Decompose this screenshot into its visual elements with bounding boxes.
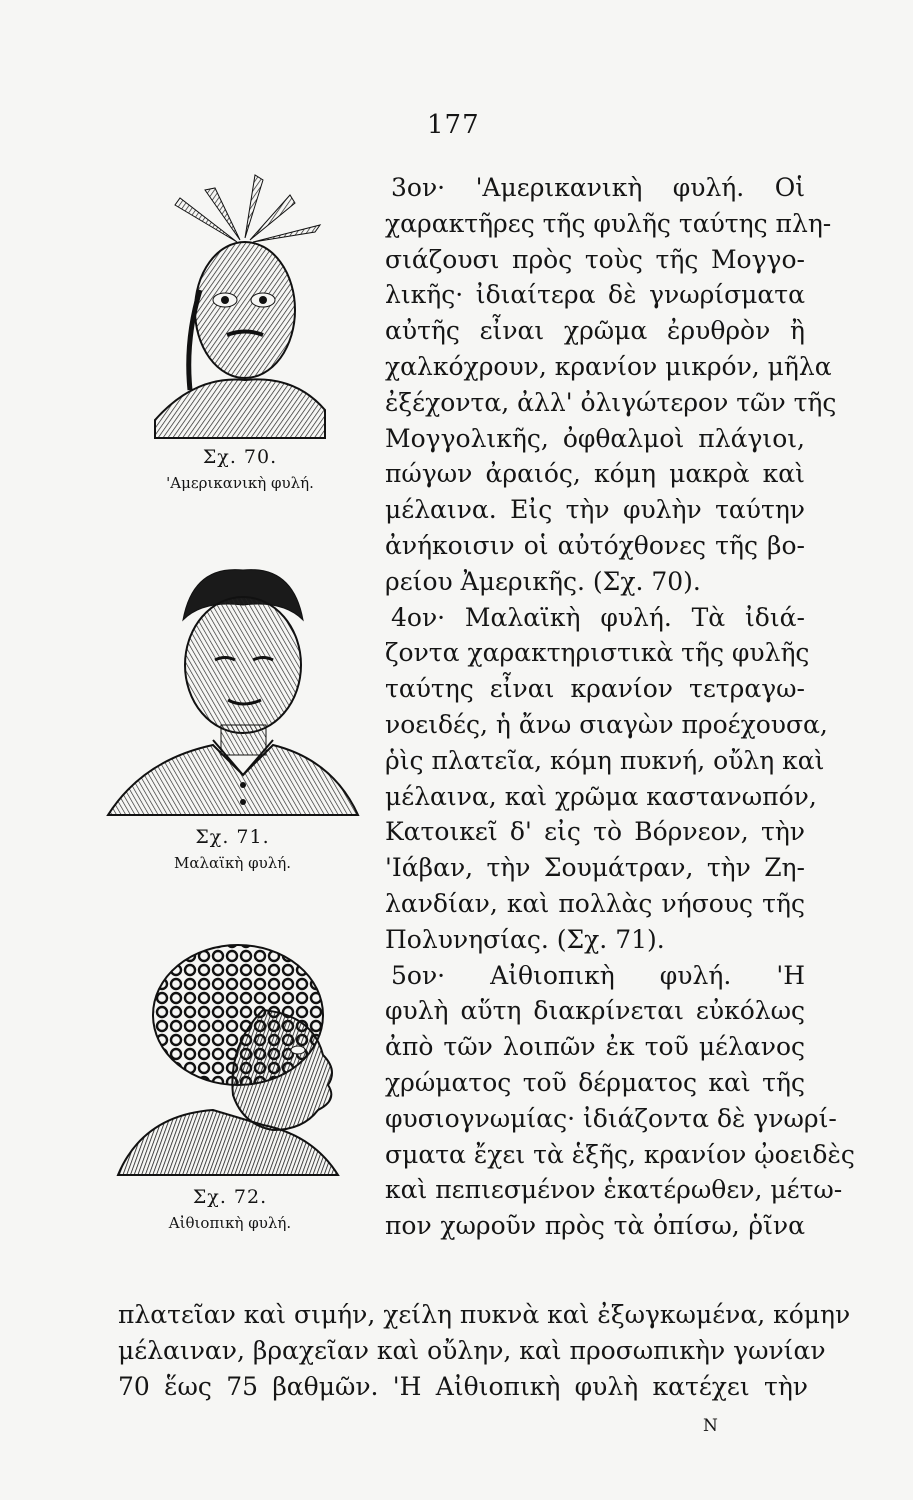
text-line: Μογγολικῆς, ὀφθαλμοὶ πλάγιοι, bbox=[385, 423, 805, 453]
text-line: 'Ιάβαν, τὴν Σουμάτραν, τὴν Ζη- bbox=[385, 853, 805, 883]
text-line: μέλαινα. Εἰς τὴν φυλὴν ταύτην bbox=[385, 495, 805, 525]
text-line: Κατοικεῖ δ' εἰς τὸ Βόρνεον, τὴν bbox=[385, 817, 805, 847]
figure-70 bbox=[140, 170, 340, 492]
text-line: ζοντα χαρακτηριστικὰ τῆς φυλῆς bbox=[385, 638, 810, 668]
figure-caption: Αἰθιοπικὴ φυλή. bbox=[168, 1214, 292, 1232]
text-line: φυσιογνωμίας· ἰδιάζοντα δὲ γνωρί- bbox=[385, 1103, 837, 1133]
text-line: φυλὴ αὕτη διακρίνεται εὐκόλως bbox=[385, 996, 805, 1026]
text-line: ἐξέχοντα, ἀλλ' ὀλιγώτερον τῶν τῆς bbox=[385, 387, 837, 417]
text-line: ἀνήκοισιν οἱ αὐτόχθονες τῆς βο- bbox=[385, 530, 805, 560]
text-line: 4ον· Μαλαϊκὴ φυλή. Τὰ ἰδιά- bbox=[391, 602, 805, 632]
figure-number: Σχ. 70. bbox=[202, 446, 278, 468]
text-line: ταύτης εἶναι κρανίον τετραγω- bbox=[385, 674, 805, 704]
text-line: μέλαινα, καὶ χρῶμα καστανωπόν, bbox=[385, 781, 817, 811]
text-line: λικῆς· ἰδιαίτερα δὲ γνωρίσματα bbox=[385, 280, 805, 310]
text-line: ρείου Ἀμερικῆς. (Σχ. 70). bbox=[385, 566, 701, 596]
page-number: 177 bbox=[427, 110, 480, 140]
text-line: χαρακτῆρες τῆς φυλῆς ταύτης πλη- bbox=[385, 208, 832, 238]
text-line: πλατεῖαν καὶ σιμήν, χείλη πυκνὰ καὶ ἐξωγκωμένα, κόμην bbox=[118, 1300, 851, 1329]
text-line: 3ον· 'Αμερικανικὴ φυλή. Οἱ bbox=[391, 173, 805, 202]
text-line: ἀπὸ τῶν λοιπῶν ἐκ τοῦ μέλανος bbox=[385, 1032, 805, 1062]
text-line: Πολυνησίας. (Σχ. 71). bbox=[385, 924, 665, 954]
text-line: νοειδές, ἡ ἄνω σιαγὼν προέχουσα, bbox=[385, 709, 828, 739]
figure-number: Σχ. 72. bbox=[192, 1186, 268, 1208]
malay-man-engraving bbox=[103, 560, 363, 820]
text-line: αὐτῆς εἶναι χρῶμα ἐρυθρὸν ἢ bbox=[385, 316, 805, 346]
text-line: 5ον· Αἰθιοπικὴ φυλή. 'Η bbox=[391, 960, 805, 990]
text-line: 70 ἕως 75 βαθμῶν. 'Η Αἰθιοπικὴ φυλὴ κατέχει τὴν bbox=[118, 1371, 808, 1401]
text-line: χρώματος τοῦ δέρματος καὶ τῆς bbox=[385, 1067, 805, 1097]
main-text-column bbox=[385, 170, 855, 1244]
text-line: χαλκόχρουν, κρανίον μικρόν, μῆλα bbox=[385, 351, 832, 381]
signature-mark: N bbox=[703, 1416, 718, 1436]
text-line: μέλαιναν, βραχεῖαν καὶ οὔλην, καὶ προσωπικὴν γωνίαν bbox=[118, 1335, 826, 1365]
text-line: λανδίαν, καὶ πολλὰς νήσους τῆς bbox=[385, 888, 805, 918]
figure-72 bbox=[110, 935, 350, 1232]
text-line: πώγων ἀραιός, κόμη μακρὰ καὶ bbox=[385, 459, 805, 489]
text-line: σματα ἔχει τὰ ἑξῆς, κρανίον ᾠοειδὲς bbox=[385, 1139, 855, 1169]
full-width-text bbox=[118, 1297, 851, 1404]
text-line: ῥὶς πλατεῖα, κόμη πυκνή, οὔλη καὶ bbox=[385, 745, 825, 775]
american-man-engraving bbox=[145, 170, 335, 440]
figure-caption: 'Αμερικανικὴ φυλή. bbox=[166, 474, 314, 492]
text-line: πον χωροῦν πρὸς τὰ ὀπίσω, ῥῖνα bbox=[385, 1211, 805, 1241]
text-line: καὶ πεπιεσμένον ἑκατέρωθεν, μέτω- bbox=[385, 1175, 843, 1205]
text-line: σιάζουσι πρὸς τοὺς τῆς Μογγο- bbox=[385, 244, 805, 274]
figure-71 bbox=[100, 560, 365, 872]
figure-number: Σχ. 71. bbox=[195, 826, 270, 848]
ethiopian-man-engraving bbox=[113, 935, 348, 1180]
figure-caption: Μαλαϊκὴ φυλή. bbox=[173, 854, 292, 872]
